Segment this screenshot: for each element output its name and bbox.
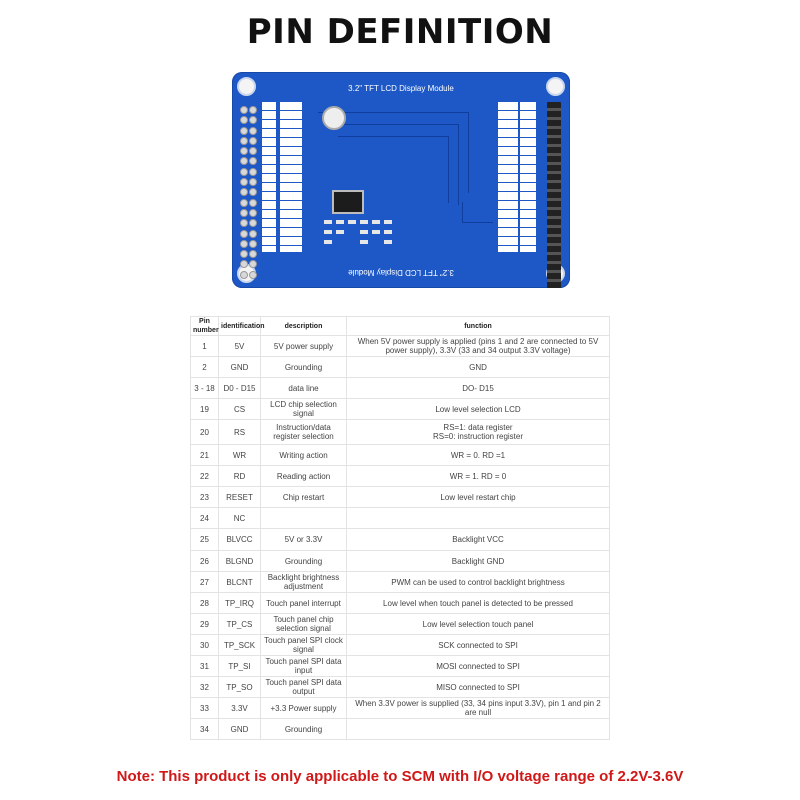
pin-number-cell: 31 (191, 656, 219, 677)
identification-cell: WR (219, 445, 261, 466)
header-pin (240, 157, 248, 165)
silkscreen-label-cell (262, 156, 276, 165)
header-description: description (261, 317, 347, 336)
description-cell: data line (261, 378, 347, 399)
silkscreen-label-cell (262, 228, 276, 237)
pin-number-cell: 34 (191, 719, 219, 740)
silkscreen-label-cell (280, 120, 302, 129)
identification-cell: TP_SI (219, 656, 261, 677)
header-pin (249, 127, 257, 135)
description-cell: Backlight brightness adjustment (261, 572, 347, 593)
silkscreen-label-cell (280, 138, 302, 147)
pin-number-cell: 32 (191, 677, 219, 698)
function-cell: RS=1: data register RS=0: instruction register (347, 420, 610, 445)
identification-cell: TP_IRQ (219, 593, 261, 614)
function-cell: Low level restart chip (347, 487, 610, 508)
table-row (191, 466, 610, 487)
header-pin (249, 219, 257, 227)
function-cell: SCK connected to SPI (347, 635, 610, 656)
silkscreen-label-cell (520, 237, 536, 246)
function-cell: MOSI connected to SPI (347, 656, 610, 677)
header-pin (249, 178, 257, 186)
pin-number-cell: 30 (191, 635, 219, 656)
pin-number-cell: 19 (191, 399, 219, 420)
silkscreen-label-cell (498, 120, 518, 129)
left-pin-row (240, 106, 247, 281)
silkscreen-label-cell (520, 165, 536, 174)
silkscreen-label-cell (280, 219, 302, 228)
identification-cell: 3.3V (219, 698, 261, 719)
function-cell: DO- D15 (347, 378, 610, 399)
silkscreen-label-cell (280, 210, 302, 219)
header-pin (240, 250, 248, 258)
identification-cell: RD (219, 466, 261, 487)
board-bottom-label: 3.2" TFT LCD Display Module (348, 268, 454, 277)
table-row (191, 529, 610, 551)
smd-component (372, 220, 380, 224)
smd-component (372, 230, 380, 234)
header-pin (240, 199, 248, 207)
function-cell: PWM can be used to control backlight brightness (347, 572, 610, 593)
voltage-note: Note: This product is only applicable to SCM with I/O voltage range of 2.2V-3.6V (116, 768, 684, 785)
header-pin (240, 116, 248, 124)
silkscreen-label-cell (280, 174, 302, 183)
silkscreen-label-cell (280, 192, 302, 201)
description-cell: 5V or 3.3V (261, 529, 347, 551)
header-pin (249, 260, 257, 268)
identification-cell: RS (219, 420, 261, 445)
table-row (191, 445, 610, 466)
lcd-module-board (232, 72, 570, 288)
function-cell: WR = 1. RD = 0 (347, 466, 610, 487)
trace (462, 202, 493, 223)
silkscreen-label-cell (520, 147, 536, 156)
silkscreen-label-cell (498, 165, 518, 174)
silkscreen-label-cell (498, 156, 518, 165)
right-label-block (498, 102, 518, 252)
identification-cell: CS (219, 399, 261, 420)
description-cell: Reading action (261, 466, 347, 487)
smd-component (324, 230, 332, 234)
silkscreen-label-cell (520, 228, 536, 237)
silkscreen-label-cell (520, 129, 536, 138)
table-row (191, 656, 610, 677)
silkscreen-label-cell (520, 183, 536, 192)
table-header-row (191, 317, 610, 336)
identification-cell: 5V (219, 336, 261, 357)
silkscreen-label-cell (280, 111, 302, 120)
identification-cell: GND (219, 357, 261, 378)
header-pin (240, 127, 248, 135)
description-cell: Grounding (261, 719, 347, 740)
silkscreen-label-cell (498, 183, 518, 192)
pin-number-cell: 1 (191, 336, 219, 357)
table-row (191, 677, 610, 698)
table-row (191, 572, 610, 593)
silkscreen-label-cell (520, 111, 536, 120)
description-cell: Instruction/data register selection (261, 420, 347, 445)
table-row (191, 719, 610, 740)
header-pin (240, 209, 248, 217)
table-row (191, 399, 610, 420)
header-pin (249, 137, 257, 145)
page-title: PIN DEFINITION (246, 12, 554, 52)
left-pin-row-2 (249, 106, 256, 281)
silkscreen-label-cell (498, 192, 518, 201)
silkscreen-label-cell (280, 102, 302, 111)
silkscreen-label-cell (262, 183, 276, 192)
identification-cell: GND (219, 719, 261, 740)
header-pin (249, 230, 257, 238)
header-pin (240, 147, 248, 155)
pin-number-cell: 24 (191, 508, 219, 529)
silkscreen-label-cell (520, 102, 536, 111)
header-pin (249, 240, 257, 248)
table-row (191, 336, 610, 357)
description-cell: Chip restart (261, 487, 347, 508)
table-row (191, 487, 610, 508)
description-cell: LCD chip selection signal (261, 399, 347, 420)
header-pin (249, 116, 257, 124)
smd-component (384, 220, 392, 224)
pin-definition-table (190, 316, 610, 740)
controller-chip (332, 190, 364, 214)
silkscreen-label-cell (262, 120, 276, 129)
smd-component (336, 220, 344, 224)
description-cell: Writing action (261, 445, 347, 466)
header-pin (240, 230, 248, 238)
identification-cell: D0 - D15 (219, 378, 261, 399)
silkscreen-label-cell (520, 201, 536, 210)
right-label-block-2 (520, 102, 536, 252)
table-row (191, 614, 610, 635)
function-cell: When 5V power supply is applied (pins 1 and 2 are connected to 5V power supply), 3.3V (33 and 34 output 3.3V voltage) (347, 336, 610, 357)
board-top-label: 3.2" TFT LCD Display Module (348, 84, 454, 93)
header-identification: identification (219, 317, 261, 336)
function-cell (347, 719, 610, 740)
function-cell: WR = 0. RD =1 (347, 445, 610, 466)
table-row (191, 593, 610, 614)
pin-number-cell: 2 (191, 357, 219, 378)
header-pin (249, 250, 257, 258)
pin-number-cell: 22 (191, 466, 219, 487)
silkscreen-label-cell (498, 237, 518, 246)
description-cell: +3.3 Power supply (261, 698, 347, 719)
smd-component (336, 230, 344, 234)
silkscreen-label-cell (520, 120, 536, 129)
silkscreen-label-cell (498, 219, 518, 228)
silkscreen-label-cell (520, 210, 536, 219)
identification-cell: BLCNT (219, 572, 261, 593)
pin-number-cell: 23 (191, 487, 219, 508)
function-cell: Backlight GND (347, 551, 610, 572)
header-pin (240, 219, 248, 227)
identification-cell: BLGND (219, 551, 261, 572)
table-row (191, 508, 610, 529)
buzzer-component (322, 106, 346, 130)
pin-number-cell: 25 (191, 529, 219, 551)
right-pin-header (547, 102, 561, 288)
silkscreen-label-cell (498, 102, 518, 111)
silkscreen-label-cell (280, 228, 302, 237)
identification-cell: TP_SCK (219, 635, 261, 656)
silkscreen-label-cell (262, 192, 276, 201)
description-cell: Touch panel chip selection signal (261, 614, 347, 635)
table-row (191, 357, 610, 378)
table-row (191, 551, 610, 572)
function-cell: Low level when touch panel is detected to be pressed (347, 593, 610, 614)
header-pin (249, 199, 257, 207)
header-pin (240, 188, 248, 196)
silkscreen-label-cell (280, 183, 302, 192)
smd-component (360, 230, 368, 234)
identification-cell: TP_SO (219, 677, 261, 698)
identification-cell: BLVCC (219, 529, 261, 551)
description-cell: 5V power supply (261, 336, 347, 357)
header-pin (240, 168, 248, 176)
header-pin (240, 106, 248, 114)
table-row (191, 420, 610, 445)
header-pin (240, 260, 248, 268)
description-cell: Grounding (261, 357, 347, 378)
silkscreen-label-cell (520, 219, 536, 228)
smd-component (384, 230, 392, 234)
silkscreen-label-cell (262, 201, 276, 210)
header-pin (249, 106, 257, 114)
silkscreen-label-cell (262, 219, 276, 228)
header-pin (240, 137, 248, 145)
silkscreen-label-cell (262, 111, 276, 120)
function-cell: GND (347, 357, 610, 378)
silkscreen-label-cell (262, 210, 276, 219)
smd-component (324, 220, 332, 224)
smd-component (360, 240, 368, 244)
header-pin (240, 178, 248, 186)
left-label-block-2 (280, 102, 302, 252)
silkscreen-label-cell (262, 147, 276, 156)
description-cell: Touch panel SPI clock signal (261, 635, 347, 656)
header-pin (249, 168, 257, 176)
silkscreen-label-cell (498, 228, 518, 237)
header-pin (240, 271, 248, 279)
silkscreen-label-cell (280, 165, 302, 174)
function-cell: Low level selection touch panel (347, 614, 610, 635)
header-pin (249, 147, 257, 155)
description-cell: Touch panel interrupt (261, 593, 347, 614)
identification-cell: TP_CS (219, 614, 261, 635)
pin-number-cell: 27 (191, 572, 219, 593)
silkscreen-label-cell (498, 210, 518, 219)
identification-cell: NC (219, 508, 261, 529)
silkscreen-label-cell (520, 138, 536, 147)
silkscreen-label-cell (280, 156, 302, 165)
table-row (191, 635, 610, 656)
silkscreen-label-cell (262, 174, 276, 183)
pin-number-cell: 29 (191, 614, 219, 635)
header-pin (249, 209, 257, 217)
pin-number-cell: 3 - 18 (191, 378, 219, 399)
left-label-block (262, 102, 276, 252)
smd-component (348, 220, 356, 224)
silkscreen-label-cell (498, 138, 518, 147)
identification-cell: RESET (219, 487, 261, 508)
silkscreen-label-cell (498, 201, 518, 210)
pin-number-cell: 21 (191, 445, 219, 466)
table-row (191, 378, 610, 399)
silkscreen-label-cell (262, 165, 276, 174)
silkscreen-label-cell (498, 174, 518, 183)
header-function: function (347, 317, 610, 336)
header-pin-number: Pin number (191, 317, 219, 336)
silkscreen-label-cell (520, 192, 536, 201)
silkscreen-label-cell (520, 156, 536, 165)
pin-number-cell: 33 (191, 698, 219, 719)
function-cell: When 3.3V power is supplied (33, 34 pins input 3.3V), pin 1 and pin 2 are null (347, 698, 610, 719)
header-pin (240, 240, 248, 248)
pin-number-cell: 26 (191, 551, 219, 572)
function-cell: MISO connected to SPI (347, 677, 610, 698)
function-cell: Backlight VCC (347, 529, 610, 551)
silkscreen-label-cell (498, 147, 518, 156)
table-row (191, 698, 610, 719)
smd-component (324, 240, 332, 244)
header-pin (249, 157, 257, 165)
pin-number-cell: 20 (191, 420, 219, 445)
function-cell: Low level selection LCD (347, 399, 610, 420)
silkscreen-label-cell (262, 138, 276, 147)
description-cell: Touch panel SPI data input (261, 656, 347, 677)
silkscreen-label-cell (280, 147, 302, 156)
pin-number-cell: 28 (191, 593, 219, 614)
silkscreen-label-cell (262, 237, 276, 246)
silkscreen-label-cell (498, 129, 518, 138)
smd-component (384, 240, 392, 244)
silkscreen-label-cell (520, 174, 536, 183)
header-pin (249, 271, 257, 279)
silkscreen-label-cell (280, 201, 302, 210)
silkscreen-label-cell (498, 111, 518, 120)
silkscreen-label-cell (280, 237, 302, 246)
description-cell (261, 508, 347, 529)
silkscreen-label-cell (280, 129, 302, 138)
function-cell (347, 508, 610, 529)
header-pin (249, 188, 257, 196)
description-cell: Grounding (261, 551, 347, 572)
silkscreen-label-cell (262, 102, 276, 111)
smd-component (360, 220, 368, 224)
silkscreen-label-cell (262, 129, 276, 138)
description-cell: Touch panel SPI data output (261, 677, 347, 698)
